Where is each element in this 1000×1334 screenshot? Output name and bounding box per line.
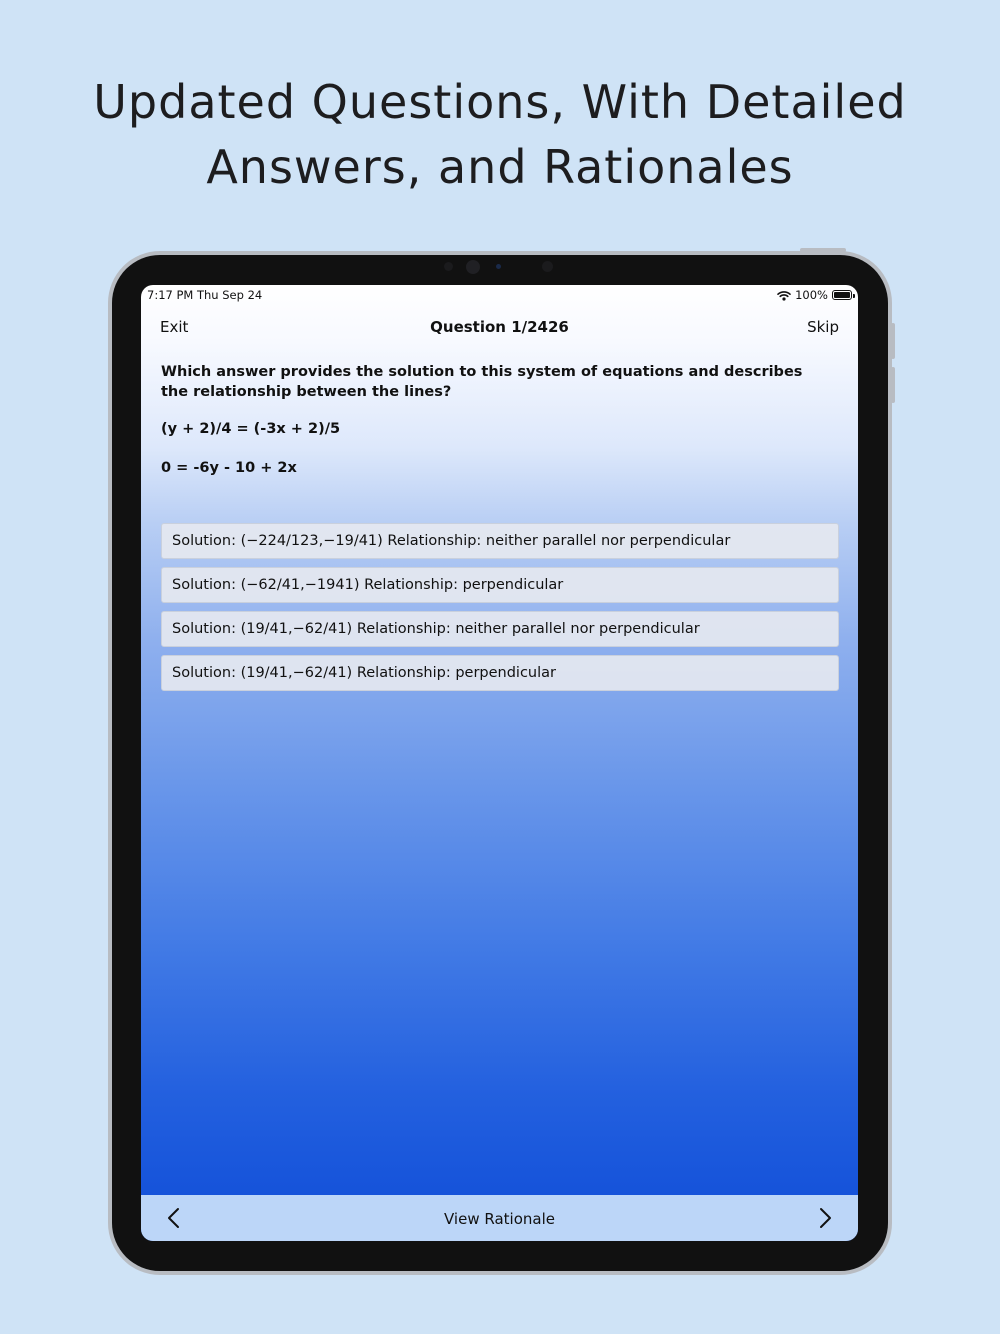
answer-options <box>161 523 839 699</box>
app-screen <box>141 285 858 1241</box>
skip-button[interactable]: Skip <box>807 318 839 336</box>
camera-flash-icon <box>496 264 501 269</box>
battery-percent: 100% <box>795 288 828 302</box>
status-indicators <box>777 288 852 302</box>
camera-sensor-icon <box>542 261 553 272</box>
volume-down-button <box>891 367 895 403</box>
volume-up-button <box>891 323 895 359</box>
answer-option-1[interactable]: Solution: (−224/123,−19/41) Relationship: neither parallel nor perpendicular <box>161 523 839 559</box>
headline-line-1: Updated Questions, With Detailed <box>93 75 907 129</box>
equation-1: (y + 2)/4 = (-3x + 2)/5 <box>161 421 341 437</box>
exit-button[interactable]: Exit <box>160 318 189 336</box>
top-button <box>800 248 846 252</box>
equation-2: 0 = -6y - 10 + 2x <box>161 460 297 476</box>
headline-line-2: Answers, and Rationales <box>206 140 794 194</box>
headline <box>0 70 1000 200</box>
nav-bar <box>141 315 858 339</box>
wifi-icon <box>777 290 791 301</box>
camera-lens-icon <box>466 260 480 274</box>
bottom-toolbar <box>141 1195 858 1241</box>
chevron-right-icon[interactable] <box>814 1206 836 1230</box>
question-prompt: Which answer provides the solution to this system of equations and describes the relationship between the lines? <box>161 364 803 400</box>
camera-sensor-icon <box>444 262 453 271</box>
answer-option-4[interactable]: Solution: (19/41,−62/41) Relationship: perpendicular <box>161 655 839 691</box>
status-time-date: 7:17 PM Thu Sep 24 <box>147 288 263 302</box>
status-bar <box>141 285 858 305</box>
answer-option-3[interactable]: Solution: (19/41,−62/41) Relationship: neither parallel nor perpendicular <box>161 611 839 647</box>
question-counter-title: Question 1/2426 <box>430 318 569 336</box>
view-rationale-button[interactable]: View Rationale <box>444 1210 555 1228</box>
answer-option-2[interactable]: Solution: (−62/41,−1941) Relationship: perpendicular <box>161 567 839 603</box>
battery-icon <box>832 290 852 300</box>
